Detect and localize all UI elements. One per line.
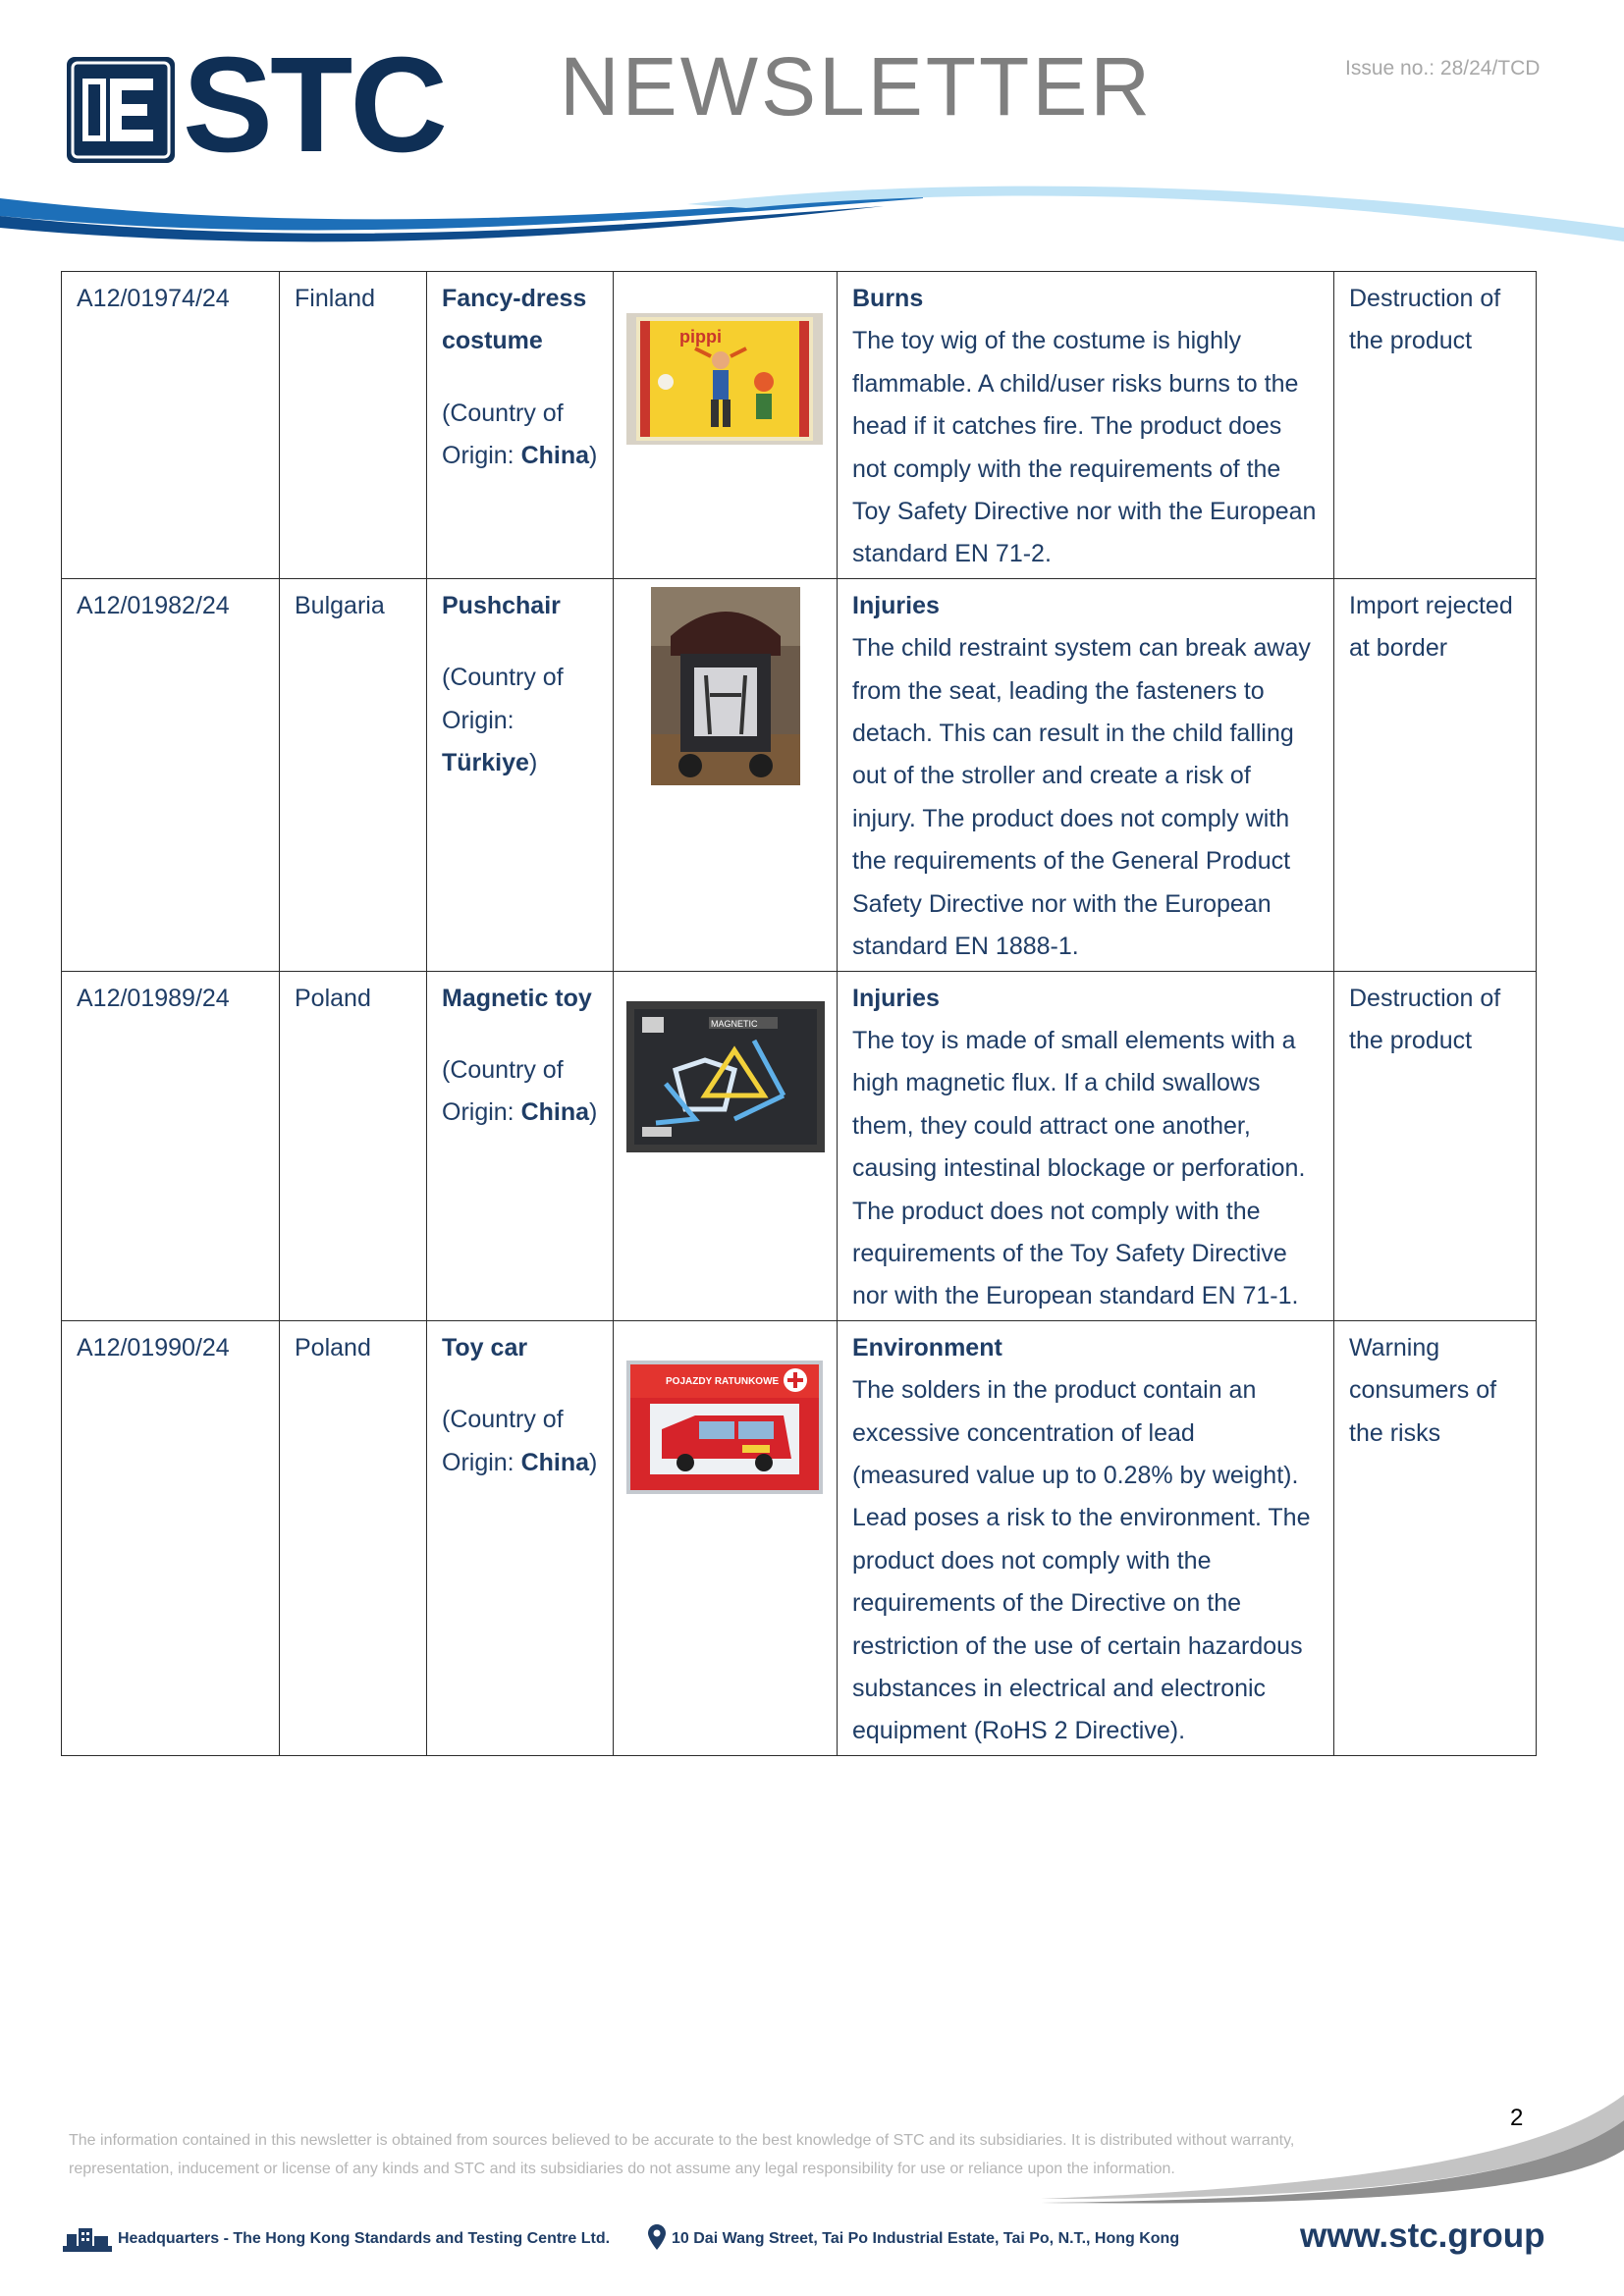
origin-close: )	[528, 749, 538, 777]
measure-cell: Import rejected at border	[1334, 578, 1537, 971]
product-name: Toy car	[442, 1333, 528, 1362]
country-cell: Finland	[280, 272, 427, 579]
rapex-alert-table	[61, 271, 1537, 1756]
reference-cell: A12/01982/24	[62, 578, 280, 971]
product-cell	[427, 1320, 614, 1755]
website-link[interactable]: www.stc.group	[1300, 2216, 1545, 2255]
risk-type: Burns	[852, 285, 924, 312]
risk-type: Environment	[852, 1333, 1002, 1362]
origin-country: China	[520, 1098, 590, 1127]
country-cell: Bulgaria	[280, 578, 427, 971]
origin-line	[442, 657, 598, 784]
product-name: Magnetic toy	[442, 984, 592, 1012]
country-cell: Poland	[280, 1320, 427, 1755]
country-cell: Poland	[280, 971, 427, 1320]
table-row	[62, 971, 1537, 1320]
origin-line	[442, 1399, 598, 1484]
origin-label: (Country of Origin:	[442, 664, 564, 734]
origin-line	[442, 393, 598, 478]
magnetic-toy-box-photo-icon	[626, 1001, 825, 1152]
disclaimer-text: The information contained in this newsletter is obtained from sources believed to be accurate to the best knowledge of STC and its subsidiaries. It is distributed without warranty, representation, inducement or license of any kinds and STC and its subsidiaries do not assume any legal responsibility for use or reliance upon the information.	[69, 2132, 1295, 2177]
risk-cell	[838, 971, 1334, 1320]
building-icon	[63, 2226, 112, 2252]
origin-country: Türkiye	[442, 749, 529, 777]
image-cell	[614, 971, 838, 1320]
origin-country: China	[520, 1448, 590, 1476]
risk-type: Injuries	[852, 591, 940, 619]
table-row	[62, 1320, 1537, 1755]
table-row	[62, 272, 1537, 579]
reference-cell: A12/01974/24	[62, 272, 280, 579]
location-pin-icon	[648, 2224, 666, 2250]
stc-logo-mark-icon	[67, 57, 175, 163]
risk-cell	[838, 578, 1334, 971]
toy-car-box-photo-icon	[626, 1361, 823, 1494]
svg-text:pippi: pippi	[679, 327, 722, 347]
measure-cell: Destruction of the product	[1334, 971, 1537, 1320]
costume-package-photo-icon	[626, 313, 823, 445]
origin-line	[442, 1049, 598, 1135]
product-cell	[427, 971, 614, 1320]
risk-type: Injuries	[852, 984, 940, 1012]
table-row	[62, 578, 1537, 971]
headquarters-text: Headquarters - The Hong Kong Standards and Testing Centre Ltd.	[118, 2230, 611, 2247]
origin-country: China	[520, 442, 590, 470]
pushchair-photo-icon	[651, 587, 800, 785]
risk-description: The toy is made of small elements with a high magnetic flux. If a child swallows them, they could attract one another, causing intestinal blockage or perforation. The product does not comply with the requirements of the Toy Safety Directive nor with the European standard EN 71-1.	[852, 1026, 1306, 1310]
risk-cell	[838, 1320, 1334, 1755]
image-cell	[614, 1320, 838, 1755]
risk-cell	[838, 272, 1334, 579]
magnetic-box-label: MAGNETIC	[711, 1018, 758, 1029]
stc-logo	[67, 29, 461, 181]
product-name: Fancy-dress costume	[442, 285, 587, 355]
reference-cell: A12/01989/24	[62, 971, 280, 1320]
risk-description: The child restraint system can break away from the seat, leading the fasteners to detach. This can result in the child falling out of the stroller and create a risk of injury. The product does not comply with the requirements of the General Product Safety Directive nor with the European standard EN 1888-1.	[852, 634, 1311, 961]
origin-label: (Country of Origin:	[442, 1406, 564, 1476]
stc-brand-text: STC	[183, 29, 445, 181]
origin-label: (Country of Origin:	[442, 1055, 564, 1127]
product-name: Pushchair	[442, 591, 561, 619]
page-number: 2	[1510, 2105, 1524, 2131]
measure-cell: Warning consumers of the risks	[1334, 1320, 1537, 1755]
image-cell	[614, 272, 838, 579]
risk-description: The toy wig of the costume is highly flammable. A child/user risks burns to the head if it catches fire. The product does not comply with the requirements of the Toy Safety Directive nor with the European standard EN 71-2.	[852, 327, 1317, 568]
toy-car-box-label: POJAZDY RATUNKOWE	[666, 1375, 780, 1387]
header-swoosh-decoration	[0, 177, 1624, 255]
reference-cell: A12/01990/24	[62, 1320, 280, 1755]
address-text: 10 Dai Wang Street, Tai Po Industrial Estate, Tai Po, N.T., Hong Kong	[672, 2230, 1180, 2247]
newsletter-title: NEWSLETTER	[560, 40, 1154, 133]
origin-label: (Country of Origin:	[442, 399, 564, 470]
origin-close: )	[589, 1448, 598, 1476]
footer-bar	[63, 2216, 1561, 2266]
issue-number: Issue no.: 28/24/TCD	[1345, 57, 1541, 80]
origin-close: )	[589, 442, 598, 470]
origin-close: )	[589, 1098, 598, 1127]
product-cell	[427, 578, 614, 971]
product-cell	[427, 272, 614, 579]
risk-description: The solders in the product contain an excessive concentration of lead (measured value up to 0.28% by weight). Lead poses a risk to the environment. The product does not comply with the requirements of the Directive on the restriction of the use of certain hazardous substances in electrical and electronic equipment (RoHS 2 Directive).	[852, 1376, 1311, 1745]
measure-cell: Destruction of the product	[1334, 272, 1537, 579]
image-cell	[614, 578, 838, 971]
